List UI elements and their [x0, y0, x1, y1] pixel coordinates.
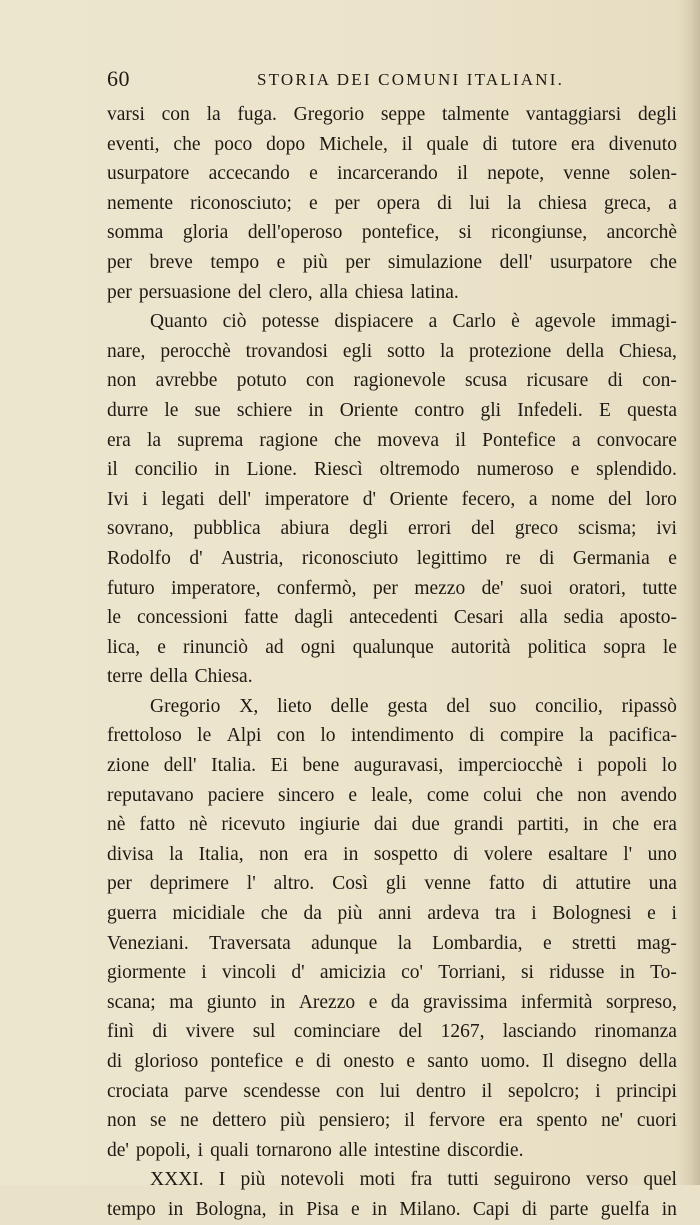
text-line: somma gloria dell'operoso pontefice, si ricongiunse, ancorchè — [107, 222, 677, 244]
text-line: Veneziani. Traversata adunque la Lombardia, e stretti mag- — [107, 932, 677, 954]
text-line: le concessioni fatte dagli antecedenti Cesari alla sedia aposto- — [107, 607, 677, 629]
text-line: non se ne dettero più pensiero; il fervore era spento ne' cuori — [107, 1110, 677, 1132]
text-line: per deprimere l' altro. Così gli venne fatto di attutire una — [107, 873, 677, 895]
text-line: zione dell' Italia. Ei bene auguravasi, imperciocchè i popoli lo — [107, 755, 677, 777]
text-line: per persuasione del clero, alla chiesa latina. — [107, 281, 459, 303]
text-line: tempo in Bologna, in Pisa e in Milano. Capi di parte guelfa in — [107, 1198, 677, 1220]
text-line: reputavano paciere sincero e leale, come colui che non avendo — [107, 784, 677, 806]
running-head — [107, 66, 677, 96]
text-line: varsi con la fuga. Gregorio seppe talmente vantaggiarsi degli — [107, 104, 677, 125]
text-line: per breve tempo e più per simulazione dell' usurpatore che — [107, 251, 677, 273]
text-line: de' popoli, i quali tornarono alle intestine discordie. — [107, 1139, 524, 1161]
text-line: era la suprema ragione che moveva il Pontefice a convocare — [107, 429, 677, 451]
text-line: nare, perocchè trovandosi egli sotto la protezione della Chiesa, — [107, 340, 677, 362]
text-line: finì di vivere sul cominciare del 1267, lasciando rinomanza — [107, 1021, 677, 1043]
text-line: crociata parve scendesse con lui dentro il sepolcro; i principi — [107, 1080, 677, 1102]
text-line: divisa la Italia, non era in sospetto di volere esaltare l' uno — [107, 843, 677, 865]
page-number: 60 — [107, 66, 130, 91]
text-line: usurpatore accecando e incarcerando il nepote, venne solen- — [107, 163, 677, 185]
body-text — [107, 100, 677, 1225]
text-line: XXXI. I più notevoli moti fra tutti seguirono verso quel — [150, 1169, 677, 1191]
text-line: Quanto ciò potesse dispiacere a Carlo è agevole immagi- — [150, 311, 677, 333]
running-title: STORIA DEI COMUNI ITALIANI. — [257, 70, 565, 89]
page-edge-shadow — [678, 0, 700, 1185]
text-line: il concilio in Lione. Riescì oltremodo numeroso e splendido. — [107, 459, 677, 481]
text-line: non avrebbe potuto con ragionevole scusa ricusare di con- — [107, 370, 677, 392]
text-line: di glorioso pontefice e di onesto e santo uomo. Il disegno della — [107, 1051, 677, 1072]
text-line: frettoloso le Alpi con lo intendimento di compire la pacifica- — [107, 725, 677, 747]
text-line: eventi, che poco dopo Michele, il quale di tutore era divenuto — [107, 133, 677, 155]
text-line: Ivi i legati dell' imperatore d' Oriente fecero, a nome del loro — [107, 488, 677, 510]
text-line: scana; ma giunto in Arezzo e da gravissima infermità sorpreso, — [107, 991, 677, 1013]
text-line: nè fatto nè ricevuto ingiurie dai due grandi partiti, in che era — [107, 814, 677, 836]
text-line: giormente i vincoli d' amicizia co' Torriani, si ridusse in To- — [107, 962, 677, 984]
text-line: sovrano, pubblica abiura degli errori del greco scisma; ivi — [107, 518, 677, 540]
text-line: lica, e rinunciò ad ogni qualunque autorità politica sopra le — [107, 636, 677, 658]
text-line: guerra micidiale che da più anni ardeva tra i Bolognesi e i — [107, 903, 677, 925]
text-line: futuro imperatore, confermò, per mezzo de' suoi oratori, tutte — [107, 577, 677, 599]
text-line: nemente riconosciuto; e per opera di lui la chiesa greca, a — [107, 192, 677, 214]
text-line: terre della Chiesa. — [107, 666, 253, 688]
text-line: durre le sue schiere in Oriente contro gli Infedeli. E questa — [107, 399, 677, 421]
text-line: Gregorio X, lieto delle gesta del suo concilio, ripassò — [150, 695, 677, 717]
text-line: Rodolfo d' Austria, riconosciuto legittimo re di Germania e — [107, 547, 677, 569]
